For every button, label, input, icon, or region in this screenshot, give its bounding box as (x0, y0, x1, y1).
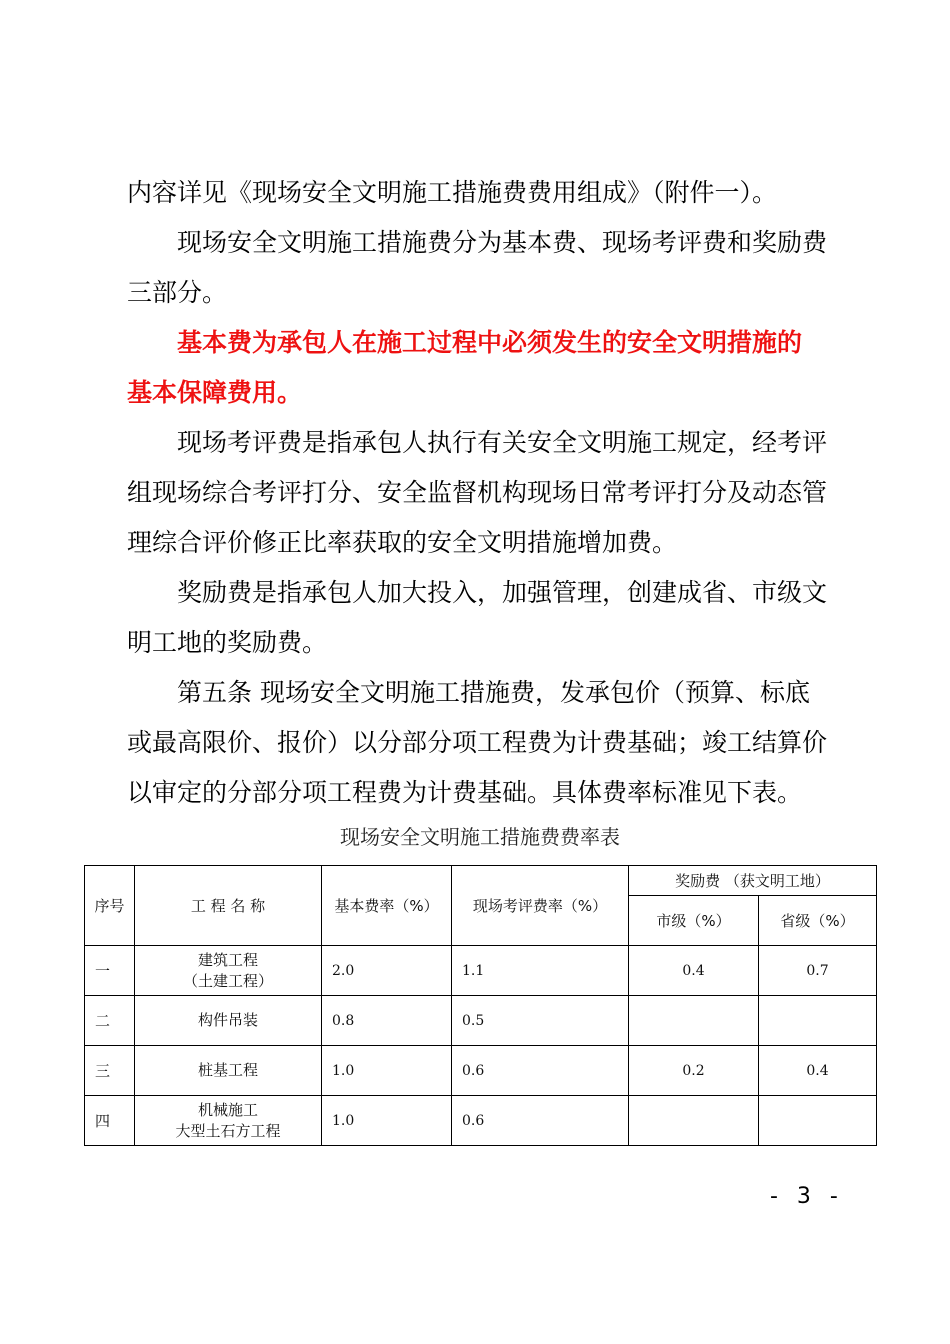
text-line: 基本保障费用。 (127, 378, 303, 407)
cell-province-rate: 0.7 (759, 946, 877, 996)
cell-project-name-line: 大型土石方工程 (175, 1121, 281, 1140)
text-line: 或最高限价、报价）以分部分项工程费为计费基础；竣工结算价 (127, 728, 828, 757)
cell-project-name-line: 建筑工程 (197, 950, 258, 969)
header-province-level: 省级（%） (759, 896, 877, 946)
cell-project-name-line: （土建工程） (182, 971, 273, 990)
cell-project-name (135, 946, 322, 996)
table-caption: 现场安全文明施工措施费费率表 (340, 825, 620, 849)
cell-base-rate: 2.0 (322, 946, 452, 996)
cell-base-rate: 1.0 (322, 1096, 452, 1146)
text-line: 基本费为承包人在施工过程中必须发生的安全文明措施的 (177, 328, 803, 357)
text-line: 以审定的分部分项工程费为计费基础。具体费率标准见下表。 (127, 778, 803, 807)
paragraph-reward-fee (127, 568, 839, 668)
cell-province-rate (759, 1096, 877, 1146)
header-project-name: 工 程 名 称 (135, 866, 322, 946)
header-base-rate: 基本费率（%） (322, 866, 452, 946)
paragraph-base-fee-highlight (127, 318, 839, 418)
cell-seq: 二 (85, 996, 135, 1046)
header-city-level: 市级（%） (629, 896, 759, 946)
text-line: 组现场综合考评打分、安全监督机构现场日常考评打分及动态管 (127, 478, 828, 507)
page-number: - 3 - (770, 1184, 844, 1209)
paragraph-attachment-reference (127, 168, 839, 218)
text-line: 内容详见《现场安全文明施工措施费费用组成》（附件一）。 (127, 178, 778, 207)
table-row (85, 1096, 877, 1146)
text-line: 三部分。 (127, 278, 228, 307)
cell-project-name (135, 1096, 322, 1146)
cell-project-name-line: 桩基工程 (197, 1061, 258, 1079)
table-row (85, 946, 877, 996)
cell-project-name-line: 机械施工 (197, 1100, 258, 1119)
header-seq: 序号 (85, 866, 135, 946)
cell-city-rate: 0.4 (629, 946, 759, 996)
cell-seq: 四 (85, 1096, 135, 1146)
cell-city-rate (629, 1096, 759, 1146)
table-header-row (85, 866, 877, 896)
cell-base-rate: 0.8 (322, 996, 452, 1046)
table-row (85, 996, 877, 1046)
fee-rate-table (84, 865, 877, 1146)
paragraph-article-five (127, 668, 839, 818)
table-row (85, 1046, 877, 1096)
paragraph-evaluation-fee (127, 418, 839, 568)
text-line: 理综合评价修正比率获取的安全文明措施增加费。 (127, 528, 678, 557)
paragraph-fee-composition (127, 218, 839, 318)
text-line: 明工地的奖励费。 (127, 628, 328, 657)
cell-seq: 三 (85, 1046, 135, 1096)
cell-province-rate: 0.4 (759, 1046, 877, 1096)
cell-project-name (135, 1046, 322, 1096)
cell-city-rate: 0.2 (629, 1046, 759, 1096)
cell-base-rate: 1.0 (322, 1046, 452, 1096)
text-line: 现场考评费是指承包人执行有关安全文明施工规定，经考评 (177, 428, 828, 457)
text-line: 现场安全文明施工措施费分为基本费、现场考评费和奖励费 (177, 228, 828, 257)
cell-seq: 一 (85, 946, 135, 996)
cell-city-rate (629, 996, 759, 1046)
cell-project-name (135, 996, 322, 1046)
cell-province-rate (759, 996, 877, 1046)
cell-evaluation-rate: 0.6 (452, 1046, 629, 1096)
header-evaluation-rate: 现场考评费率（%） (452, 866, 629, 946)
cell-evaluation-rate: 1.1 (452, 946, 629, 996)
header-reward: 奖励费 （获文明工地） (629, 866, 877, 896)
cell-project-name-line: 构件吊装 (197, 1011, 258, 1029)
text-line: 第五条 现场安全文明施工措施费，发承包价（预算、标底 (177, 678, 810, 707)
cell-evaluation-rate: 0.5 (452, 996, 629, 1046)
text-line: 奖励费是指承包人加大投入，加强管理，创建成省、市级文 (177, 578, 828, 607)
cell-evaluation-rate: 0.6 (452, 1096, 629, 1146)
